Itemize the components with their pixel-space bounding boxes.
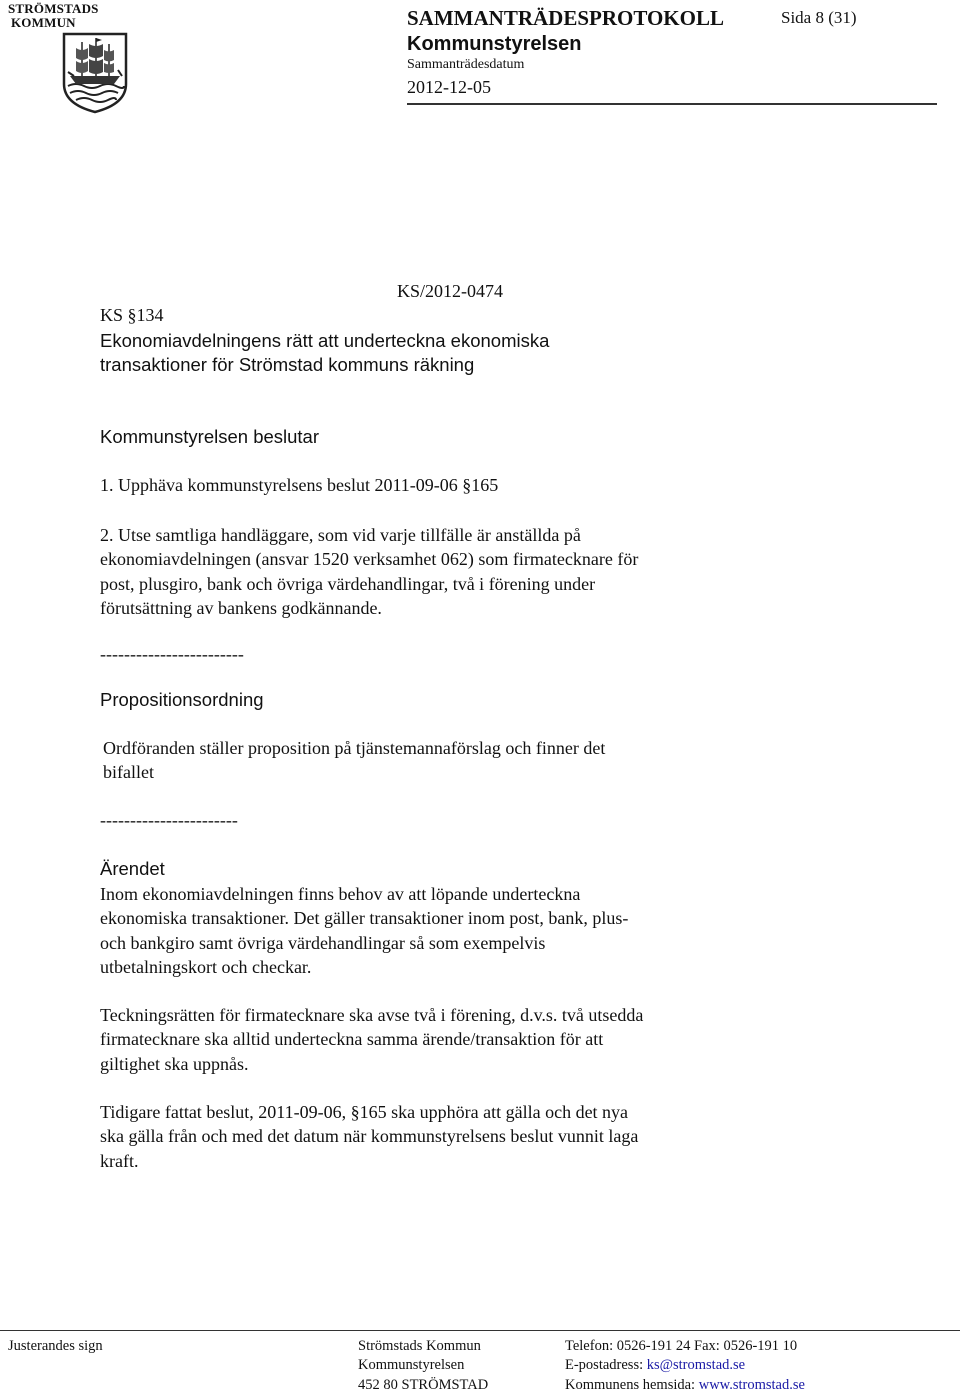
text-line: och bankgiro samt övriga värdehandlingar så som exempelvis bbox=[100, 932, 546, 953]
meeting-date-value: 2012-12-05 bbox=[407, 77, 491, 97]
case-paragraph-3 bbox=[100, 1100, 760, 1173]
text-line: Inom ekonomiavdelningen finns behov av att löpande underteckna bbox=[100, 884, 581, 904]
case-number: KS/2012-0474 bbox=[397, 281, 504, 301]
case-paragraph-2 bbox=[100, 1003, 760, 1076]
org-name-line2: KOMMUN bbox=[11, 15, 76, 30]
item-title-line-2: transaktioner för Strömstad kommuns räkning bbox=[100, 354, 475, 375]
footer-board: Kommunstyrelsen bbox=[358, 1357, 465, 1373]
footer-org: Strömstads Kommun bbox=[358, 1338, 481, 1354]
text-line: ekonomiska transaktioner. Det gäller transaktioner inom post, bank, plus- bbox=[100, 908, 629, 929]
text-line: bifallet bbox=[103, 762, 154, 783]
footer-phone-fax: Telefon: 0526-191 24 Fax: 0526-191 10 bbox=[565, 1338, 798, 1354]
email-label: E-postadress: bbox=[565, 1357, 647, 1373]
decision-heading: Kommunstyrelsen beslutar bbox=[100, 426, 320, 447]
separator: ------------------------ bbox=[100, 644, 244, 664]
text-line: utbetalningskort och checkar. bbox=[100, 956, 312, 977]
footer-website bbox=[565, 1377, 805, 1394]
website-label: Kommunens hemsida: bbox=[565, 1377, 699, 1393]
footer-divider bbox=[0, 1330, 960, 1331]
text-line: Tidigare fattat beslut, 2011-09-06, §165 ska upphöra att gälla och det nya bbox=[100, 1102, 629, 1122]
signature-label: Justerandes sign bbox=[8, 1338, 103, 1354]
proposition-heading: Propositionsordning bbox=[100, 689, 264, 710]
text-line: Ordföranden ställer proposition på tjänstemannaförslag och finner det bbox=[103, 738, 606, 758]
paragraph-number: KS §134 bbox=[100, 305, 164, 325]
decision-item-2 bbox=[100, 523, 740, 620]
text-line: ekonomiavdelningen (ansvar 1520 verksamhet 062) som firmatecknare för bbox=[100, 549, 639, 570]
coat-of-arms-ship-icon bbox=[62, 32, 128, 114]
text-line: ska gälla från och med det datum när kommunstyrelsens beslut vunnit laga bbox=[100, 1126, 639, 1147]
separator: ----------------------- bbox=[100, 810, 238, 830]
header-divider bbox=[407, 103, 937, 105]
proposition-text bbox=[103, 736, 723, 785]
footer-email bbox=[565, 1357, 745, 1374]
email-link[interactable]: ks@stromstad.se bbox=[646, 1357, 746, 1373]
org-name-line1: STRÖMSTADS bbox=[8, 1, 99, 16]
item-title-line-1: Ekonomiavdelningens rätt att underteckna ekonomiska bbox=[100, 330, 550, 351]
text-line: giltighet ska uppnås. bbox=[100, 1053, 249, 1074]
committee-name: Kommunstyrelsen bbox=[407, 33, 582, 55]
text-line: Teckningsrätten för firmatecknare ska avse två i förening, d.v.s. två utsedda bbox=[100, 1005, 644, 1025]
text-line: firmatecknare ska alltid underteckna samma ärende/transaktion för att bbox=[100, 1029, 604, 1050]
text-line: kraft. bbox=[100, 1150, 139, 1171]
document-title: SAMMANTRÄDESPROTOKOLL bbox=[407, 6, 724, 30]
text-line: post, plusgiro, bank och övriga värdehandlingar, två i förening under bbox=[100, 573, 596, 594]
footer-address: 452 80 STRÖMSTAD bbox=[358, 1377, 489, 1393]
meeting-date-label: Sammanträdesdatum bbox=[407, 57, 525, 72]
text-line: 2. Utse samtliga handläggare, som vid varje tillfälle är anställda på bbox=[100, 525, 581, 545]
website-link[interactable]: www.stromstad.se bbox=[698, 1377, 805, 1393]
decision-item-1: 1. Upphäva kommunstyrelsens beslut 2011-09-06 §165 bbox=[100, 475, 499, 495]
case-heading: Ärendet bbox=[100, 858, 165, 879]
case-paragraph-1 bbox=[100, 882, 740, 979]
page-number: Sida 8 (31) bbox=[781, 8, 857, 27]
text-line: förutsättning av bankens godkännande. bbox=[100, 597, 382, 618]
